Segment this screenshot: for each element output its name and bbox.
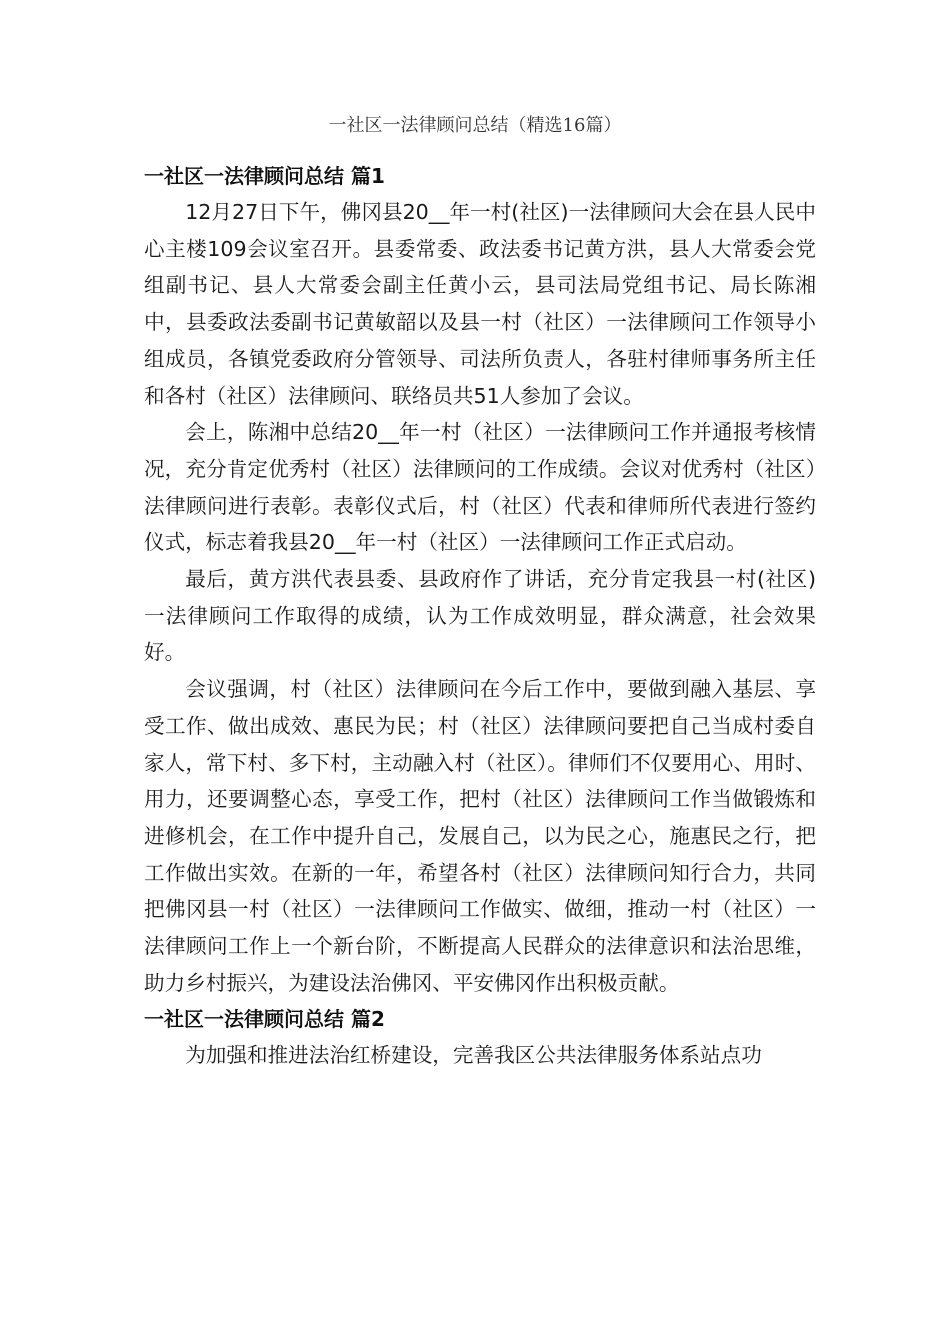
section-heading: 一社区一法律顾问总结 篇1 <box>144 164 385 188</box>
paragraph: 会议强调，村（社区）法律顾问在今后工作中，要做到融入基层、享受工作、做出成效、惠民为民；村（社区）法律顾问要把自己当成村委自家人，常下村、多下村，主动融入村（社区）。律师们不仅要用心、用时、用力，还要调整心态，享受工作，把村（社区）法律顾问工作当做锻炼和进修机会，在工作中提升自己，发展自己，以为民之心，施惠民之行，把工作做出实效。在新的一年，希望各村（社区）法律顾问知行合力，共同把佛冈县一村（社区）一法律顾问工作做实、做细，推动一村（社区）一法律顾问工作上一个新台阶，不断提高人民群众的法律意识和法治思维，助力乡村振兴，为建设法治佛冈、平安佛冈作出积极贡献。 <box>144 677 816 995</box>
paragraph: 会上，陈湘中总结20__年一村（社区）一法律顾问工作并通报考核情况，充分肯定优秀村（社区）法律顾问的工作成绩。会议对优秀村（社区）法律顾问进行表彰。表彰仪式后，村（社区）代表和律师所代表进行签约仪式，标志着我县20__年一村（社区）一法律顾问工作正式启动。 <box>144 420 816 555</box>
paragraph: 为加强和推进法治红桥建设，完善我区公共法律服务体系站点功 <box>185 1043 762 1068</box>
document-body <box>144 158 816 1074</box>
section-heading: 一社区一法律顾问总结 篇2 <box>144 1007 385 1032</box>
paragraph: 最后，黄方洪代表县委、县政府作了讲话，充分肯定我县一村(社区)一法律顾问工作取得的成绩，认为工作成效明显，群众满意，社会效果好。 <box>144 567 816 665</box>
paragraph: 12月27日下午，佛冈县20__年一村(社区)一法律顾问大会在县人民中心主楼109会议室召开。县委常委、政法委书记黄方洪，县人大常委会党组副书记、县人大常委会副主任黄小云，县司法局党组书记、局长陈湘中，县委政法委副书记黄敏韶以及县一村（社区）一法律顾问工作领导小组成员，各镇党委政府分管领导、司法所负责人，各驻村律师事务所主任和各村（社区）法律顾问、联络员共51人参加了会议。 <box>144 200 816 408</box>
document-title: 一社区一法律顾问总结（精选16篇） <box>328 115 622 136</box>
